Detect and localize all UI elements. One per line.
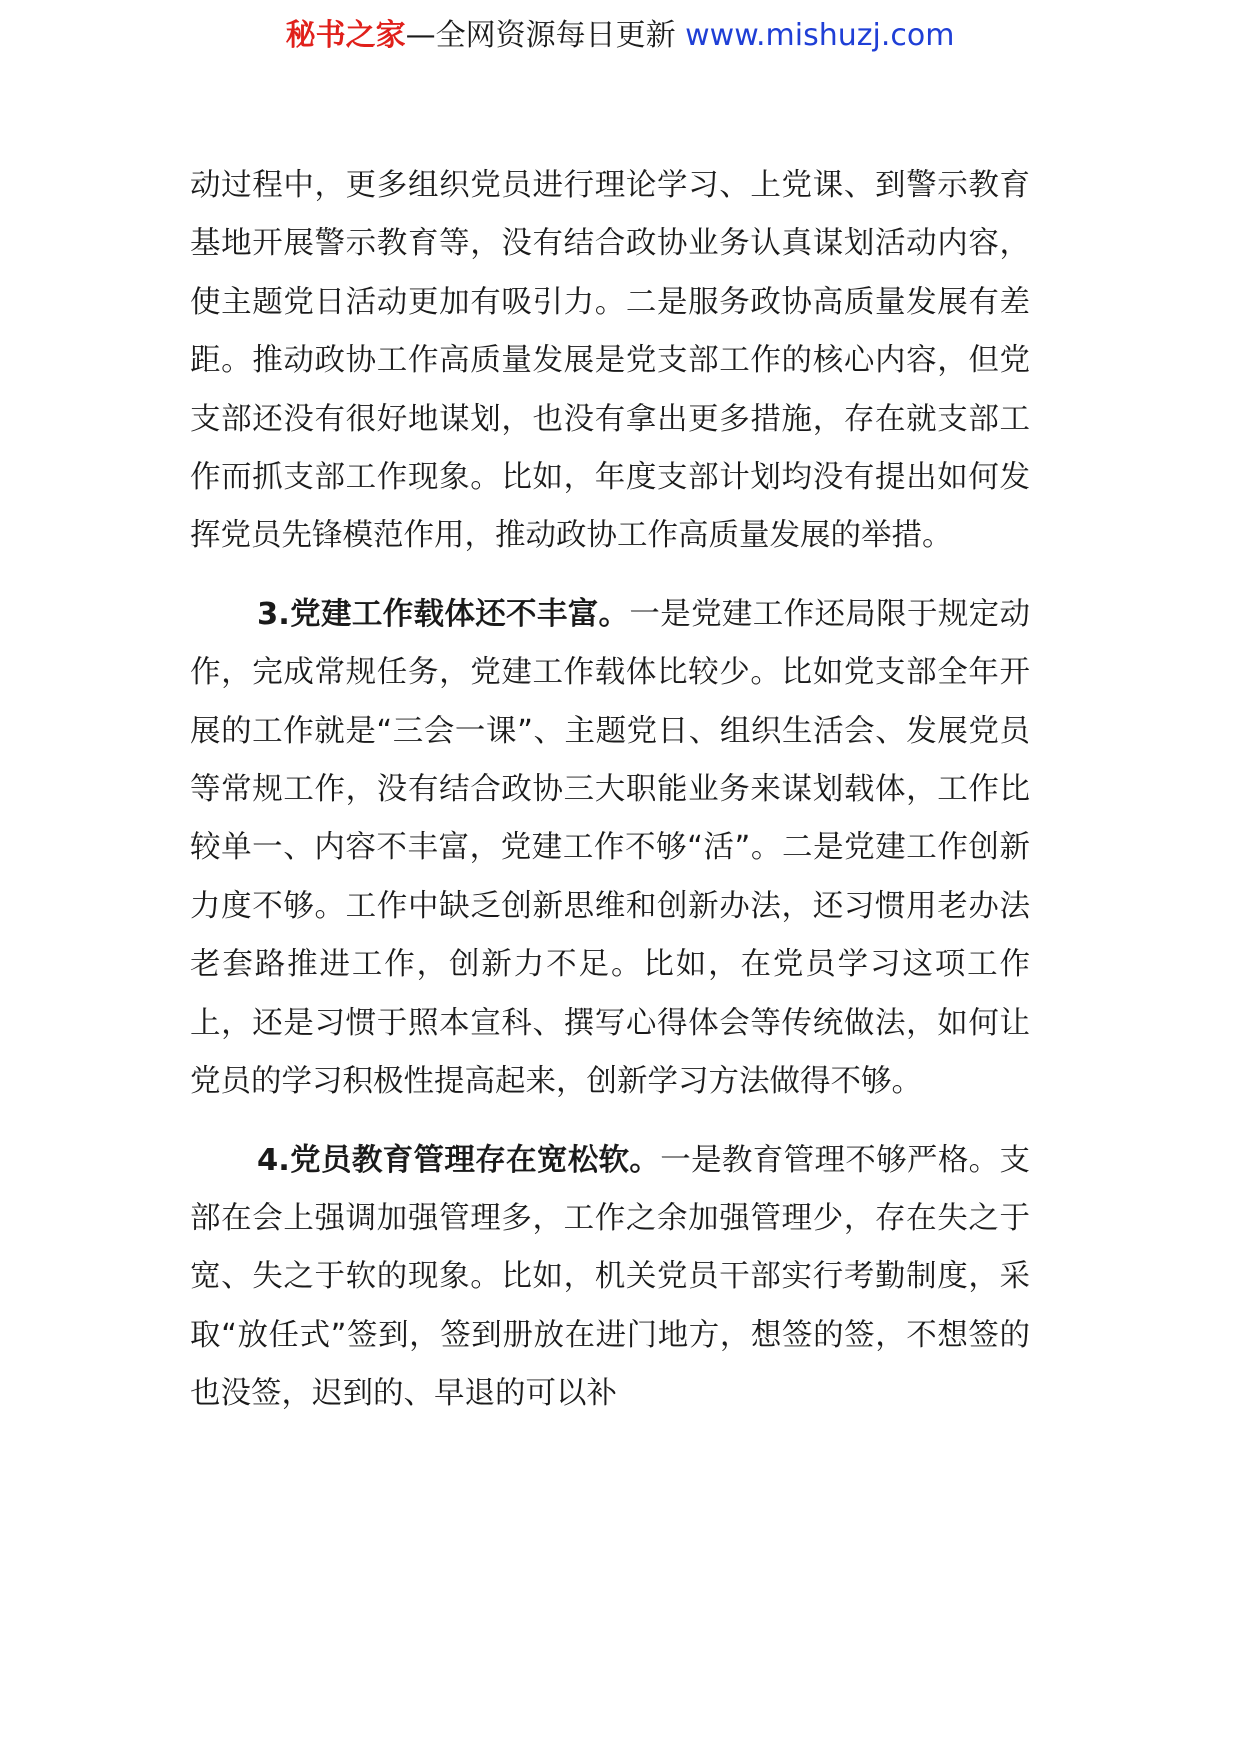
paragraph-section-4 [190,1132,1030,1424]
paragraph-section-3 [190,586,1030,1112]
paragraph-text: 动过程中，更多组织党员进行理论学习、上党课、到警示教育基地开展警示教育等，没有结合政协业务认真谋划活动内容，使主题党日活动更加有吸引力。二是服务政协高质量发展有差距。推动政协工作高质量发展是党支部工作的核心内容，但党支部还没有很好地谋划，也没有拿出更多措施，存在就支部工作而抓支部工作现象。比如，年度支部计划均没有提出如何发挥党员先锋模范作用，推动政协工作高质量发展的举措。 [190,168,1030,554]
section-heading-3: 3.党建工作载体还不丰富。 [257,596,630,632]
site-slogan: —全网资源每日更新 [405,18,686,53]
paragraph-continued [190,157,1030,566]
paragraph-text: 一是教育管理不够严格。支部在会上强调加强管理多，工作之余加强管理少，存在失之于宽、失之于软的现象。比如，机关党员干部实行考勤制度，采取“放任式”签到，签到册放在进门地方，想签的签，不想签的也没签，迟到的、早退的可以补 [190,1142,1031,1412]
page-header [0,14,1240,58]
site-brand[interactable]: 秘书之家 [285,18,406,53]
paragraph-text: 一是党建工作还局限于规定动作，完成常规任务，党建工作载体比较少。比如党支部全年开展的工作就是“三会一课”、主题党日、组织生活会、发展党员等常规工作，没有结合政协三大职能业务来谋划载体，工作比较单一、内容不丰富，党建工作不够“活”。二是党建工作创新力度不够。工作中缺乏创新思维和创新办法，还习惯用老办法老套路推进工作，创新力不足。比如，在党员学习这项工作上，还是习惯于照本宣科、撰写心得体会等传统做法，如何让党员的学习积极性提高起来，创新学习方法做得不够。 [190,596,1030,1100]
document-body [190,157,1030,1424]
section-heading-4: 4.党员教育管理存在宽松软。 [257,1142,661,1178]
site-url-link[interactable]: www.mishuzj.com [685,18,955,53]
